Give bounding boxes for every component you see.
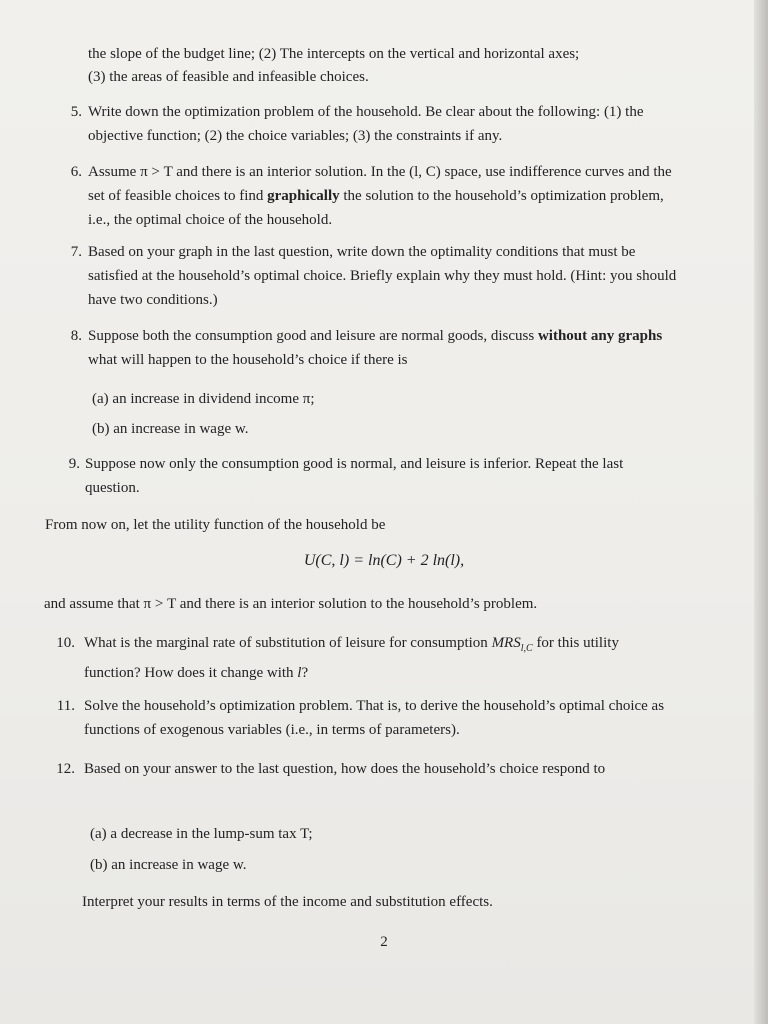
part-label: (b) bbox=[90, 857, 108, 873]
question-number: 11. bbox=[56, 698, 75, 714]
continuation-line-2: (3) the areas of feasible and infeasible choices. bbox=[88, 69, 369, 85]
question-8-part-b bbox=[92, 419, 248, 439]
question-text: Suppose both the consumption good and leisure are normal goods, discuss without any graphs what will happen to the household’s choice if there is bbox=[88, 328, 663, 368]
question-12-part-a bbox=[90, 824, 313, 844]
question-number: 10. bbox=[56, 635, 75, 651]
question-text: Assume π > T and there is an interior solution. In the (l, C) space, use indifference curves and the set of feasible choices to find graphically the solution to the household’s optimization problem, i.e., the optimal choice of the household. bbox=[88, 164, 672, 228]
question-text: Based on your graph in the last question, write down the optimality conditions that must be satisfied at the household’s optimal choice. Briefly explain why they must hold. (Hint: you should have two conditions.) bbox=[88, 244, 677, 308]
question-text: What is the marginal rate of substitution of leisure for consumption $MRS_{l,C}$ for this utility function? How does it change with l? bbox=[84, 635, 619, 681]
question-text: Solve the household’s optimization problem. That is, to derive the household’s optimal choice as functions of exogenous variables (i.e., in terms of parameters). bbox=[84, 698, 665, 738]
question-number: 7. bbox=[70, 244, 82, 260]
emphasis: graphically bbox=[267, 188, 340, 204]
part-text: an increase in wage w. bbox=[113, 421, 249, 437]
utility-equation: U(C, l) = ln(C) + 2 ln(l), bbox=[303, 552, 465, 569]
question-number: 5. bbox=[70, 104, 82, 120]
continuation-line-1: the slope of the budget line; (2) The intercepts on the vertical and horizontal axes; bbox=[88, 46, 580, 62]
question-number: 8. bbox=[70, 328, 82, 344]
question-12-part-b bbox=[90, 855, 246, 875]
part-text: an increase in wage w. bbox=[111, 857, 247, 873]
page-number: 2 bbox=[380, 934, 388, 950]
assumption-text: and assume that π > T and there is an interior solution to the household’s problem. bbox=[44, 596, 538, 612]
question-8-part-a bbox=[92, 389, 315, 409]
question-number: 6. bbox=[70, 164, 82, 180]
emphasis: without any graphs bbox=[537, 328, 663, 344]
question-number: 9. bbox=[68, 456, 80, 472]
question-number: 12. bbox=[56, 761, 75, 777]
part-label: (b) bbox=[92, 421, 110, 437]
part-label: (a) bbox=[90, 826, 107, 842]
part-text: an increase in dividend income π; bbox=[112, 391, 315, 407]
interpret-text: Interpret your results in terms of the income and substitution effects. bbox=[82, 894, 493, 910]
page-edge-shadow bbox=[754, 0, 768, 1024]
question-text: Based on your answer to the last question, how does the household’s choice respond to bbox=[84, 761, 606, 777]
part-label: (a) bbox=[92, 391, 109, 407]
part-text: a decrease in the lump-sum tax T; bbox=[110, 826, 313, 842]
question-text: Write down the optimization problem of the household. Be clear about the following: (1) the objective function; (2) the choice variables; (3) the constraints if any. bbox=[88, 104, 644, 144]
question-text: Suppose now only the consumption good is normal, and leisure is inferior. Repeat the last question. bbox=[85, 456, 624, 496]
intro-text: From now on, let the utility function of the household be bbox=[45, 517, 386, 533]
